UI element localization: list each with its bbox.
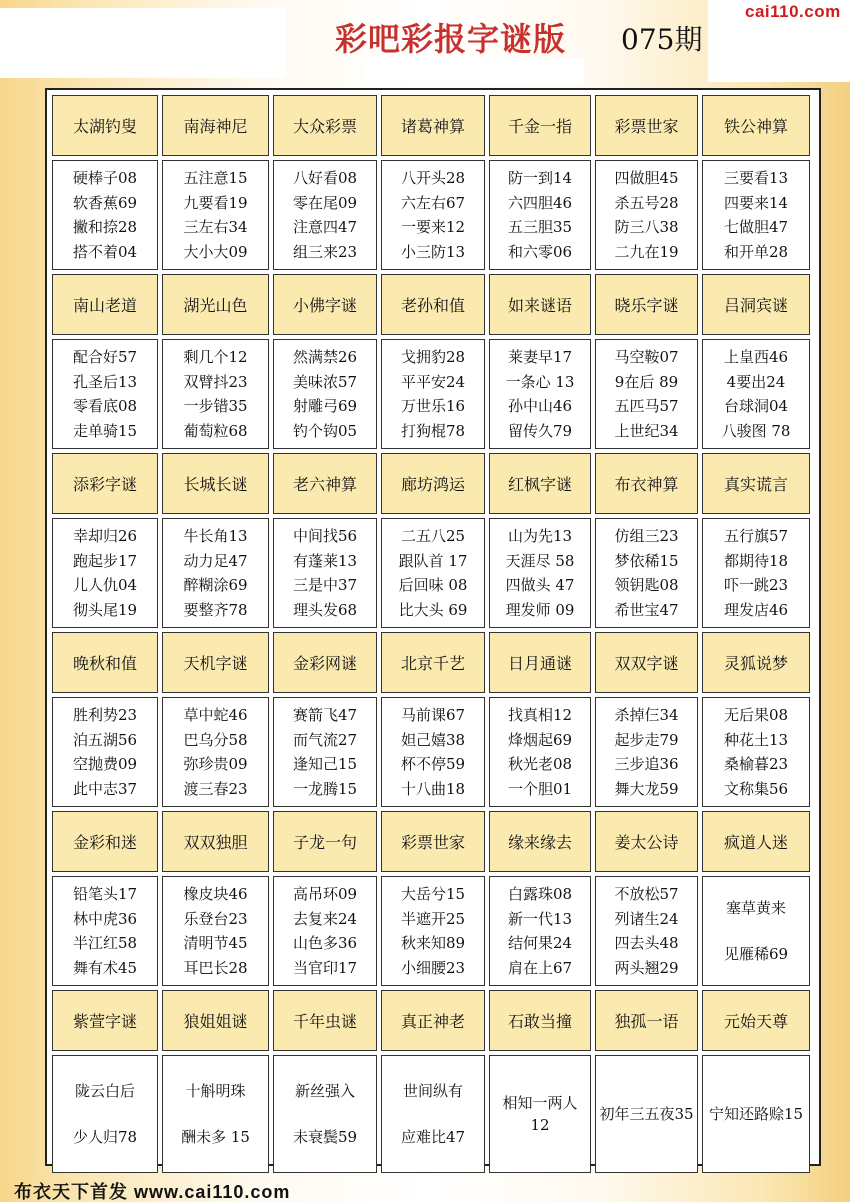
column-author-header: 真实谎言 <box>702 453 810 514</box>
riddle-line: 逢知己15 <box>292 755 358 773</box>
riddle-cell <box>702 339 810 449</box>
riddle-table <box>48 91 814 1177</box>
riddle-line: 要整齐78 <box>183 600 248 619</box>
riddle-line: 一龙腾15 <box>292 779 358 798</box>
riddle-cell <box>52 1055 158 1173</box>
riddle-line: 烽烟起69 <box>507 730 573 749</box>
riddle-line: 宁知还路赊15 <box>708 1105 804 1123</box>
riddle-cell <box>489 518 591 628</box>
riddle-cell <box>162 339 269 449</box>
riddle-cell <box>702 1055 810 1173</box>
riddle-line: 桑榆暮23 <box>723 755 789 773</box>
riddle-line: 理发师 09 <box>505 600 575 619</box>
riddle-line: 理头发68 <box>292 600 358 619</box>
riddle-row <box>52 697 810 807</box>
riddle-line: 剩几个12 <box>183 348 248 366</box>
header-row <box>52 453 810 514</box>
column-author-header: 吕洞宾谜 <box>702 274 810 335</box>
riddle-line: 防三八38 <box>614 218 679 236</box>
riddle-line: 列诸生24 <box>614 909 679 928</box>
riddle-line: 山为先13 <box>507 527 573 545</box>
column-author-header: 彩票世家 <box>381 811 485 872</box>
riddle-line: 大小大09 <box>183 242 248 261</box>
riddle-line: 防一到14 <box>507 169 573 187</box>
riddle-cell <box>489 339 591 449</box>
riddle-cell <box>489 160 591 270</box>
riddle-line: 八骏图 78 <box>721 421 791 440</box>
riddle-line: 白露珠08 <box>507 885 573 903</box>
riddle-cell <box>162 1055 269 1173</box>
riddle-line: 孔圣后13 <box>72 372 138 391</box>
riddle-line: 妲己嬉38 <box>400 730 466 749</box>
header-row <box>52 274 810 335</box>
riddle-line: 酬未多 15 <box>181 1128 250 1146</box>
page-title: 彩吧彩报字谜版 <box>335 20 567 58</box>
riddle-line: 巴乌分58 <box>183 730 248 749</box>
riddle-cell <box>52 160 158 270</box>
riddle-line: 不放松57 <box>614 885 679 903</box>
riddle-cell <box>489 876 591 986</box>
riddle-line: 打狗棍78 <box>400 421 466 440</box>
riddle-line: 动力足47 <box>183 551 248 570</box>
riddle-cell <box>52 518 158 628</box>
riddle-line: 五三胆35 <box>507 218 573 236</box>
riddle-line: 舞大龙59 <box>614 779 679 798</box>
riddle-cell <box>595 876 698 986</box>
riddle-line: 找真相12 <box>507 706 573 724</box>
riddle-line: 注意四47 <box>292 218 358 236</box>
riddle-cell <box>273 160 377 270</box>
riddle-line: 初年三五夜35 <box>599 1105 694 1123</box>
riddle-line: 世间纵有 <box>402 1082 463 1100</box>
column-author-header: 紫萱字谜 <box>52 990 158 1051</box>
riddle-line: 十八曲18 <box>400 779 466 798</box>
header-row <box>52 632 810 693</box>
column-author-header: 金彩和迷 <box>52 811 158 872</box>
riddle-cell <box>595 160 698 270</box>
blank-panel-middle <box>366 58 584 84</box>
column-author-header: 千金一指 <box>489 95 591 156</box>
column-author-header: 灵狐说梦 <box>702 632 810 693</box>
riddle-line: 四做胆45 <box>614 169 679 187</box>
riddle-cell <box>52 339 158 449</box>
riddle-line: 一条心 13 <box>505 372 575 391</box>
riddle-table-frame <box>45 88 821 1166</box>
riddle-line: 六左右67 <box>400 193 466 212</box>
column-author-header: 诸葛神算 <box>381 95 485 156</box>
riddle-cell <box>381 697 485 807</box>
column-author-header: 双双独胆 <box>162 811 269 872</box>
column-author-header: 狼姐姐谜 <box>162 990 269 1051</box>
riddle-line: 耳巴长28 <box>183 958 248 977</box>
riddle-line: 马前课67 <box>400 706 466 724</box>
column-author-header: 南海神尼 <box>162 95 269 156</box>
column-author-header: 姜太公诗 <box>595 811 698 872</box>
riddle-cell <box>595 518 698 628</box>
riddle-line: 六四胆46 <box>507 193 573 212</box>
riddle-line: 新丝强入 <box>294 1082 355 1100</box>
riddle-line: 胜利势23 <box>72 706 138 724</box>
riddle-cell <box>52 697 158 807</box>
riddle-line: 起步走79 <box>614 730 679 749</box>
riddle-line: 和六零06 <box>507 242 573 261</box>
riddle-line: 五匹马57 <box>614 397 679 415</box>
riddle-line: 仿组三23 <box>614 527 679 545</box>
riddle-row <box>52 1055 810 1173</box>
column-author-header: 子龙一句 <box>273 811 377 872</box>
column-author-header: 疯道人迷 <box>702 811 810 872</box>
riddle-line: 当官印17 <box>292 958 358 977</box>
riddle-line: 半江红58 <box>72 934 138 952</box>
riddle-line: 搭不着04 <box>72 242 138 261</box>
column-author-header: 铁公神算 <box>702 95 810 156</box>
column-author-header: 长城长谜 <box>162 453 269 514</box>
header-row <box>52 811 810 872</box>
header-row <box>52 990 810 1051</box>
riddle-line: 而气流27 <box>292 730 358 749</box>
riddle-line: 渡三春23 <box>183 779 248 798</box>
riddle-line: 五注意15 <box>183 169 248 187</box>
riddle-line: 一个胆01 <box>507 779 573 798</box>
riddle-line: 零在尾09 <box>292 193 358 212</box>
riddle-line: 零看底08 <box>72 397 138 415</box>
riddle-row <box>52 339 810 449</box>
riddle-line: 平平安24 <box>400 372 466 391</box>
riddle-line: 上世纪34 <box>614 421 679 440</box>
riddle-cell <box>702 518 810 628</box>
riddle-line: 林中虎36 <box>72 909 138 928</box>
column-author-header: 小佛字谜 <box>273 274 377 335</box>
riddle-line: 三步追36 <box>614 755 679 773</box>
riddle-row <box>52 876 810 986</box>
riddle-line: 有蓬莱13 <box>292 551 358 570</box>
riddle-cell <box>381 160 485 270</box>
riddle-line: 牛长角13 <box>183 527 248 545</box>
riddle-cell <box>489 697 591 807</box>
riddle-line: 上皇西46 <box>723 348 789 366</box>
column-author-header: 老孙和值 <box>381 274 485 335</box>
riddle-line: 比大头 69 <box>398 600 468 619</box>
riddle-line: 橡皮块46 <box>183 885 248 903</box>
column-author-header: 真正神老 <box>381 990 485 1051</box>
column-author-header: 南山老道 <box>52 274 158 335</box>
riddle-line: 三是中37 <box>292 576 358 594</box>
riddle-line: 秋光老08 <box>507 755 573 773</box>
riddle-line: 然满禁26 <box>292 348 358 366</box>
riddle-line: 应难比47 <box>400 1128 466 1146</box>
riddle-line: 梦依稀15 <box>614 551 679 570</box>
riddle-line: 杯不停59 <box>400 755 466 773</box>
column-author-header: 湖光山色 <box>162 274 269 335</box>
riddle-line: 见雁稀69 <box>723 945 789 963</box>
riddle-cell <box>381 339 485 449</box>
riddle-cell <box>162 160 269 270</box>
riddle-line: 一要来12 <box>400 218 466 236</box>
riddle-line: 弥珍贵09 <box>183 755 248 773</box>
riddle-line: 希世宝47 <box>614 600 679 619</box>
column-author-header: 添彩字谜 <box>52 453 158 514</box>
column-author-header: 布衣神算 <box>595 453 698 514</box>
riddle-line: 此中志37 <box>72 779 138 798</box>
column-author-header: 廊坊鸿运 <box>381 453 485 514</box>
riddle-line: 新一代13 <box>507 909 573 928</box>
riddle-line: 二九在19 <box>614 242 679 261</box>
riddle-line: 草中蛇46 <box>183 706 248 724</box>
riddle-line: 跟队首 17 <box>398 551 468 570</box>
riddle-line: 二五八25 <box>400 527 466 545</box>
column-author-header: 独孤一语 <box>595 990 698 1051</box>
riddle-line: 4要出24 <box>726 372 786 391</box>
riddle-cell <box>162 697 269 807</box>
riddle-line: 文称集56 <box>723 779 789 798</box>
riddle-line: 半遮开25 <box>400 909 466 928</box>
riddle-line: 走单骑15 <box>72 421 138 440</box>
riddle-line: 山色多36 <box>292 934 358 952</box>
column-author-header: 元始天尊 <box>702 990 810 1051</box>
riddle-cell <box>595 697 698 807</box>
column-author-header: 千年虫谜 <box>273 990 377 1051</box>
riddle-line: 八好看08 <box>292 169 358 187</box>
riddle-line: 泊五湖56 <box>72 730 138 749</box>
riddle-line: 莱妻早17 <box>507 348 573 366</box>
riddle-line: 八开头28 <box>400 169 466 187</box>
riddle-line: 杀掉仨34 <box>614 706 679 724</box>
riddle-line: 9在后 89 <box>614 372 679 391</box>
riddle-line: 舞有术45 <box>72 958 138 977</box>
riddle-line: 一步错35 <box>183 397 248 415</box>
column-author-header: 大众彩票 <box>273 95 377 156</box>
riddle-line: 去复来24 <box>292 909 358 928</box>
column-author-header: 缘来缘去 <box>489 811 591 872</box>
column-author-header: 晓乐字谜 <box>595 274 698 335</box>
riddle-line: 配合好57 <box>72 348 138 366</box>
column-author-header: 双双字谜 <box>595 632 698 693</box>
riddle-line: 秋来知89 <box>400 934 466 952</box>
riddle-cell <box>162 518 269 628</box>
blank-panel-left <box>0 8 285 78</box>
riddle-line: 硬棒子08 <box>72 169 138 187</box>
riddle-line: 领钥匙08 <box>614 576 679 594</box>
column-author-header: 天机字谜 <box>162 632 269 693</box>
riddle-line: 九要看19 <box>183 193 248 212</box>
riddle-line: 儿人仇04 <box>72 576 138 594</box>
riddle-line: 幸却归26 <box>72 527 138 545</box>
riddle-cell <box>273 339 377 449</box>
riddle-line: 肩在上67 <box>507 958 573 977</box>
riddle-line: 空抛费09 <box>72 755 138 773</box>
riddle-line: 高吊环09 <box>292 885 358 903</box>
riddle-line: 组三来23 <box>292 242 358 261</box>
riddle-cell <box>381 876 485 986</box>
column-author-header: 金彩网谜 <box>273 632 377 693</box>
riddle-cell <box>162 876 269 986</box>
riddle-line: 理发店46 <box>723 600 789 619</box>
column-author-header: 老六神算 <box>273 453 377 514</box>
riddle-line: 两头翘29 <box>614 958 679 977</box>
riddle-line: 双臂抖23 <box>183 372 248 391</box>
footer-credit[interactable]: 布衣天下首发 www.cai110.com <box>14 1182 291 1202</box>
riddle-cell <box>702 160 810 270</box>
riddle-line: 陇云白后 <box>74 1082 135 1100</box>
column-author-header: 晚秋和值 <box>52 632 158 693</box>
riddle-line: 12 <box>530 1116 550 1134</box>
riddle-line: 清明节45 <box>183 934 248 952</box>
riddle-line: 葡萄粒68 <box>183 421 248 440</box>
riddle-line: 十斛明珠 <box>185 1082 246 1100</box>
riddle-line: 和开单28 <box>723 242 789 261</box>
riddle-line: 四去头48 <box>614 934 679 952</box>
riddle-line: 台球洞04 <box>723 397 789 415</box>
column-author-header: 红枫字谜 <box>489 453 591 514</box>
riddle-line: 马空鞍07 <box>614 348 679 366</box>
riddle-line: 孙中山46 <box>507 397 573 415</box>
riddle-line: 戈拥豹28 <box>400 348 466 366</box>
column-author-header: 彩票世家 <box>595 95 698 156</box>
riddle-line: 塞草黄来 <box>725 899 786 917</box>
riddle-line: 美味浓57 <box>292 372 358 391</box>
riddle-line: 种花土13 <box>723 730 789 749</box>
riddle-line: 乐登台23 <box>183 909 248 928</box>
column-author-header: 如来谜语 <box>489 274 591 335</box>
riddle-line: 五行旗57 <box>723 527 789 545</box>
riddle-line: 无后果08 <box>723 706 789 724</box>
riddle-line: 中间找56 <box>292 527 358 545</box>
riddle-row <box>52 160 810 270</box>
riddle-line: 赛箭飞47 <box>292 706 358 724</box>
riddle-line: 天涯尽 58 <box>505 551 575 570</box>
riddle-cell <box>273 518 377 628</box>
riddle-line: 铅笔头17 <box>72 885 138 903</box>
column-author-header: 北京千艺 <box>381 632 485 693</box>
riddle-line: 未衰鬓59 <box>292 1128 358 1146</box>
riddle-line: 四做头 47 <box>505 576 575 594</box>
riddle-cell <box>702 697 810 807</box>
riddle-cell <box>52 876 158 986</box>
riddle-line: 相知一两人 <box>502 1094 578 1112</box>
site-logo[interactable]: cai110.com <box>745 2 841 21</box>
riddle-cell <box>273 876 377 986</box>
riddle-line: 彻头尾19 <box>72 600 138 619</box>
riddle-line: 跑起步17 <box>72 551 138 570</box>
riddle-line: 大岳兮15 <box>400 885 466 903</box>
riddle-line: 醉糊涂69 <box>183 576 248 594</box>
riddle-line: 四要来14 <box>723 193 789 212</box>
issue-number: 075期 <box>621 23 703 56</box>
riddle-line: 留传久79 <box>507 421 573 440</box>
riddle-cell <box>595 1055 698 1173</box>
column-author-header: 日月通谜 <box>489 632 591 693</box>
riddle-row <box>52 518 810 628</box>
riddle-line: 后回味 08 <box>398 576 468 594</box>
riddle-line: 三左右34 <box>183 218 248 236</box>
riddle-cell <box>273 1055 377 1173</box>
riddle-line: 杀五号28 <box>614 193 679 212</box>
riddle-cell <box>273 697 377 807</box>
riddle-line: 小三防13 <box>400 242 466 261</box>
riddle-line: 七做胆47 <box>723 218 789 236</box>
riddle-line: 万世乐16 <box>400 397 466 415</box>
riddle-line: 撇和捺28 <box>72 218 138 236</box>
header-row <box>52 95 810 156</box>
riddle-line: 小细腰23 <box>400 958 466 977</box>
riddle-line: 钓个钩05 <box>292 421 358 440</box>
riddle-line: 三要看13 <box>723 169 789 187</box>
riddle-line: 少人归78 <box>72 1128 138 1146</box>
riddle-cell <box>702 876 810 986</box>
riddle-line: 射雕弓69 <box>292 397 358 415</box>
riddle-cell <box>595 339 698 449</box>
column-author-header: 太湖钓叟 <box>52 95 158 156</box>
riddle-line: 都期待18 <box>723 551 789 570</box>
riddle-cell <box>489 1055 591 1173</box>
riddle-line: 软香蕉69 <box>72 193 138 212</box>
riddle-line: 吓一跳23 <box>723 576 789 594</box>
riddle-cell <box>381 518 485 628</box>
riddle-cell <box>381 1055 485 1173</box>
column-author-header: 石敢当撞 <box>489 990 591 1051</box>
riddle-line: 结何果24 <box>507 934 573 952</box>
